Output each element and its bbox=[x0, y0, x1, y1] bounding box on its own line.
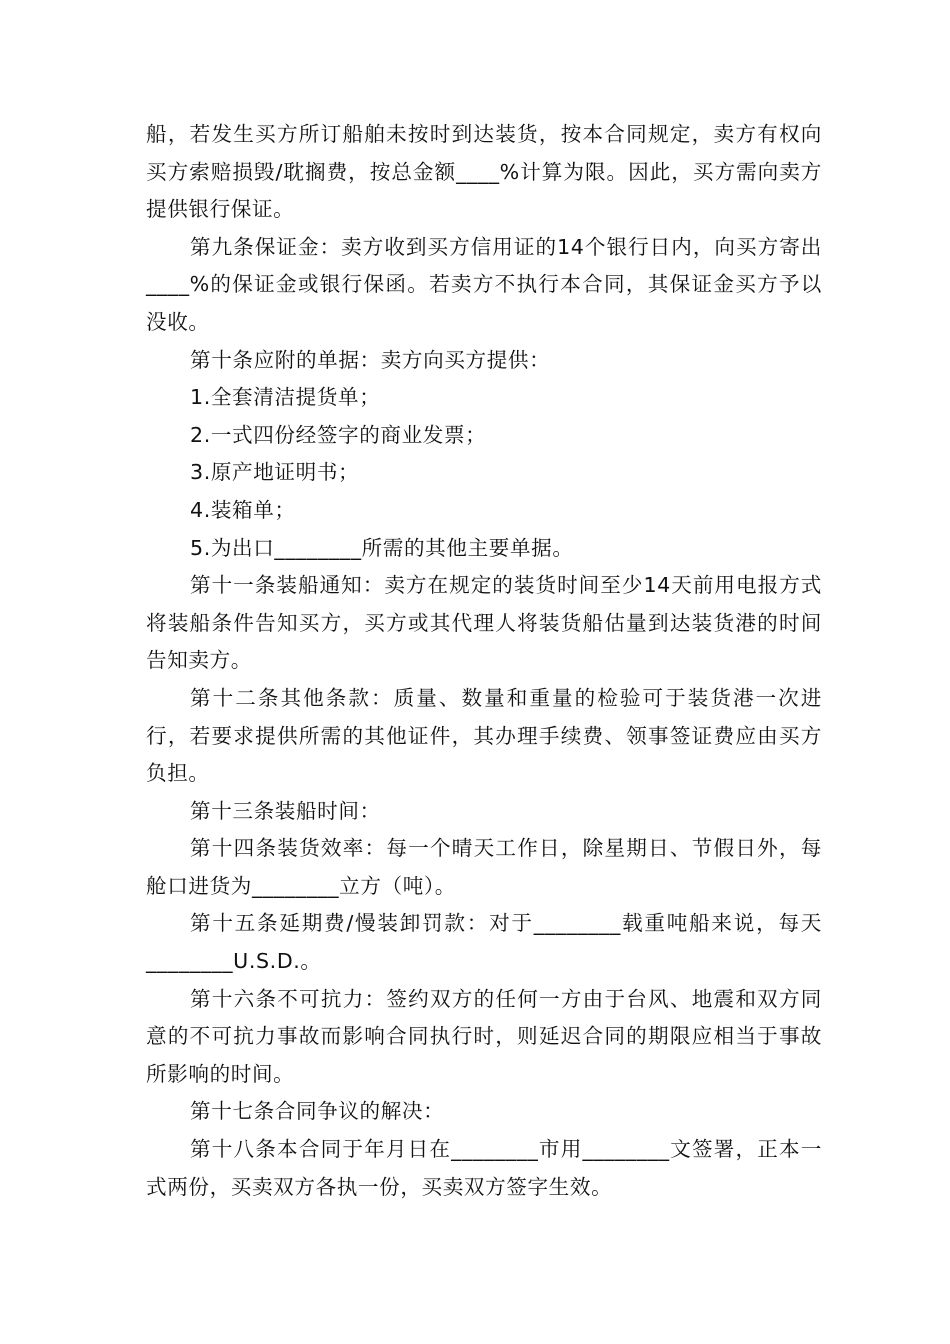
paragraph-article-14: 第十四条装货效率：每一个晴天工作日，除星期日、节假日外，每舱口进货为________立方（吨）。 bbox=[146, 836, 822, 898]
list-item-2: 2.一式四份经签字的商业发票； bbox=[190, 422, 487, 447]
document-body bbox=[146, 116, 822, 1206]
list-item-5: 5.为出口________所需的其他主要单据。 bbox=[190, 535, 574, 560]
paragraph-article-12: 第十二条其他条款：质量、数量和重量的检验可于装货港一次进行，若要求提供所需的其他证件，其办理手续费、领事签证费应由买方负担。 bbox=[146, 685, 822, 786]
paragraph-continuation: 船，若发生买方所订船舶未按时到达装货，按本合同规定，卖方有权向买方索赔损毁/耽搁费，按总金额____%计算为限。因此，买方需向卖方提供银行保证。 bbox=[146, 122, 822, 222]
list-item-3: 3.原产地证明书； bbox=[190, 460, 360, 485]
paragraph-article-13: 第十三条装船时间： bbox=[190, 798, 381, 823]
paragraph-article-10: 第十条应附的单据：卖方向买方提供： bbox=[190, 347, 551, 372]
list-item-1: 1.全套清洁提货单； bbox=[190, 385, 381, 410]
paragraph-article-18: 第十八条本合同于年月日在________市用________文签署，正本一式两份，买卖双方各执一份，买卖双方签字生效。 bbox=[146, 1137, 822, 1199]
paragraph-article-11: 第十一条装船通知：卖方在规定的装货时间至少14天前用电报方式将装船条件告知买方，买方或其代理人将装货船估量到达装货港的时间告知卖方。 bbox=[146, 573, 822, 673]
paragraph-article-9: 第九条保证金：卖方收到买方信用证的14个银行日内，向买方寄出____%的保证金或银行保函。若卖方不执行本合同，其保证金买方予以没收。 bbox=[146, 234, 822, 334]
list-item-4: 4.装箱单； bbox=[190, 497, 296, 522]
paragraph-article-15: 第十五条延期费/慢装卸罚款：对于________载重吨船来说，每天________U.S.D.。 bbox=[146, 911, 822, 974]
paragraph-article-16: 第十六条不可抗力：签约双方的任何一方由于台风、地震和双方同意的不可抗力事故而影响合同执行时，则延迟合同的期限应相当于事故所影响的时间。 bbox=[146, 986, 822, 1086]
paragraph-article-17: 第十七条合同争议的解决： bbox=[190, 1099, 445, 1124]
